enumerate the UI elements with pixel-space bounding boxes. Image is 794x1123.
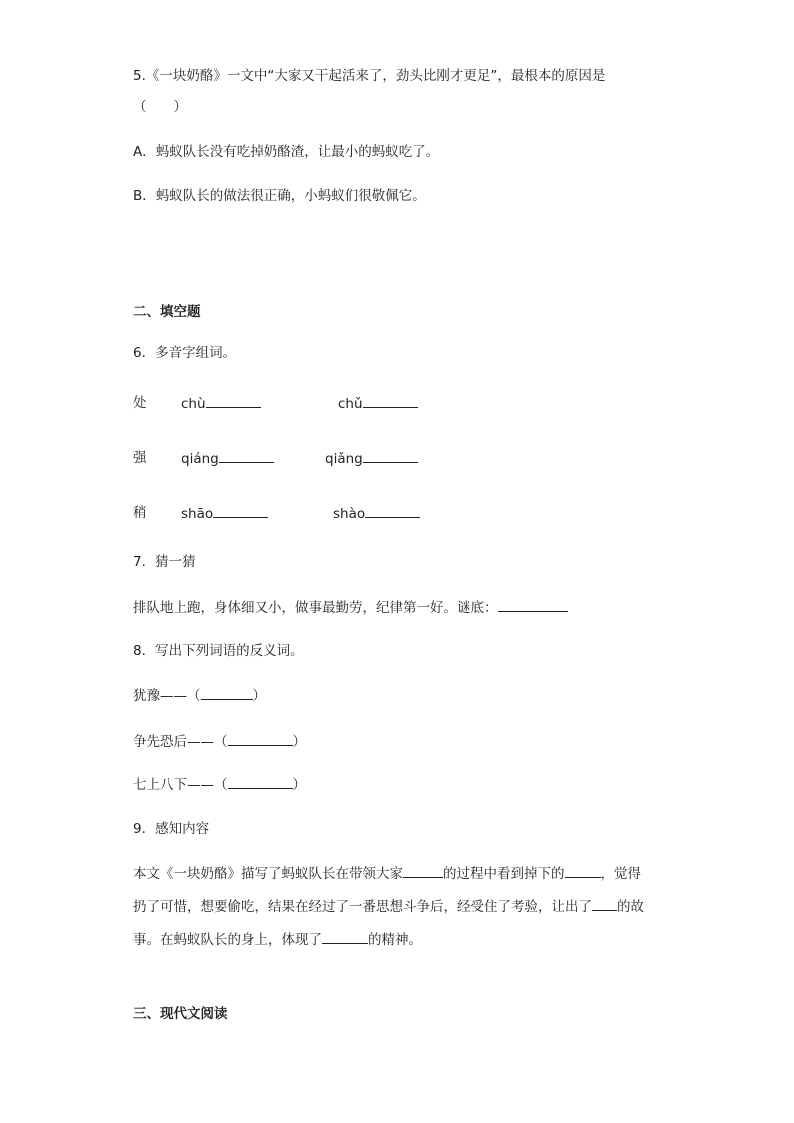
q8-close-paren: ） xyxy=(292,777,306,793)
q6-pinyin-1: qiáng xyxy=(181,448,274,469)
q9-text: 的过程中看到掉下的 xyxy=(443,866,565,882)
q6-char: 处 xyxy=(133,395,147,411)
q9-text: 的故 xyxy=(617,899,644,915)
answer-blank[interactable] xyxy=(363,393,418,408)
q8-word: 争先恐后——（ xyxy=(133,734,228,750)
q9-text: 本文《一块奶酪》描写了蚂蚁队长在带领大家 xyxy=(133,866,403,882)
q5-option-a: A．蚂蚁队长没有吃掉奶酪渣，让最小的蚂蚁吃了。 xyxy=(133,144,440,160)
q6-pinyin-1: shāo xyxy=(181,503,268,524)
answer-blank[interactable] xyxy=(206,393,261,408)
q6-row-shao xyxy=(133,503,553,523)
q8-item xyxy=(133,685,266,706)
answer-blank[interactable] xyxy=(219,448,274,463)
q9-text: 事。在蚂蚁队长的身上，体现了 xyxy=(133,932,322,948)
q9-paragraph-line-3 xyxy=(133,929,422,950)
q7-riddle-text: 排队地上跑，身体细又小，做事最勤劳，纪律第一好。谜底： xyxy=(133,600,498,616)
answer-blank[interactable] xyxy=(592,896,617,911)
section-3-title: 三、现代文阅读 xyxy=(133,1006,228,1022)
answer-blank[interactable] xyxy=(365,503,420,518)
q8-item xyxy=(133,774,306,795)
q7-stem: 7．猜一猜 xyxy=(133,554,196,570)
answer-blank[interactable] xyxy=(403,863,443,878)
q8-word: 七上八下——（ xyxy=(133,777,228,793)
section-2-title: 二、填空题 xyxy=(133,304,201,320)
q8-close-paren: ） xyxy=(252,688,266,704)
answer-blank[interactable] xyxy=(498,597,568,612)
q9-paragraph-line-2 xyxy=(133,896,644,917)
q6-char: 强 xyxy=(133,450,147,466)
q8-word: 犹豫——（ xyxy=(133,688,201,704)
answer-blank[interactable] xyxy=(228,731,293,746)
q6-pinyin-1: chù xyxy=(181,393,261,414)
q9-text: 扔了可惜，想要偷吃，结果在经过了一番思想斗争后，经受住了考验，让出了 xyxy=(133,899,592,915)
q6-pinyin-2: shào xyxy=(333,503,420,524)
q9-text: 的精神。 xyxy=(368,932,422,948)
q5-option-b: B．蚂蚁队长的做法很正确，小蚂蚁们很敬佩它。 xyxy=(133,188,426,204)
q5-stem: 5.《一块奶酪》一文中“大家又干起活来了，劲头比刚才更足”，最根本的原因是 xyxy=(133,68,606,84)
answer-blank[interactable] xyxy=(322,929,368,944)
q7-riddle xyxy=(133,597,568,618)
q6-row-qiang xyxy=(133,448,553,468)
q8-close-paren: ） xyxy=(292,734,306,750)
answer-blank[interactable] xyxy=(565,863,601,878)
q5-answer-paren: （ ） xyxy=(133,99,187,115)
q9-stem: 9．感知内容 xyxy=(133,821,210,837)
q9-paragraph-line-1 xyxy=(133,863,641,884)
answer-blank[interactable] xyxy=(213,503,268,518)
q6-char: 稍 xyxy=(133,505,147,521)
q6-pinyin-2: chǔ xyxy=(338,393,418,414)
answer-blank[interactable] xyxy=(228,774,293,789)
answer-blank[interactable] xyxy=(201,685,253,700)
q9-text: ，觉得 xyxy=(600,866,641,882)
q8-item xyxy=(133,731,306,752)
q6-pinyin-2: qiǎng xyxy=(325,448,418,469)
q8-stem: 8．写出下列词语的反义词。 xyxy=(133,643,304,659)
q6-row-chu xyxy=(133,393,553,413)
q6-stem: 6．多音字组词。 xyxy=(133,345,237,361)
answer-blank[interactable] xyxy=(363,448,418,463)
